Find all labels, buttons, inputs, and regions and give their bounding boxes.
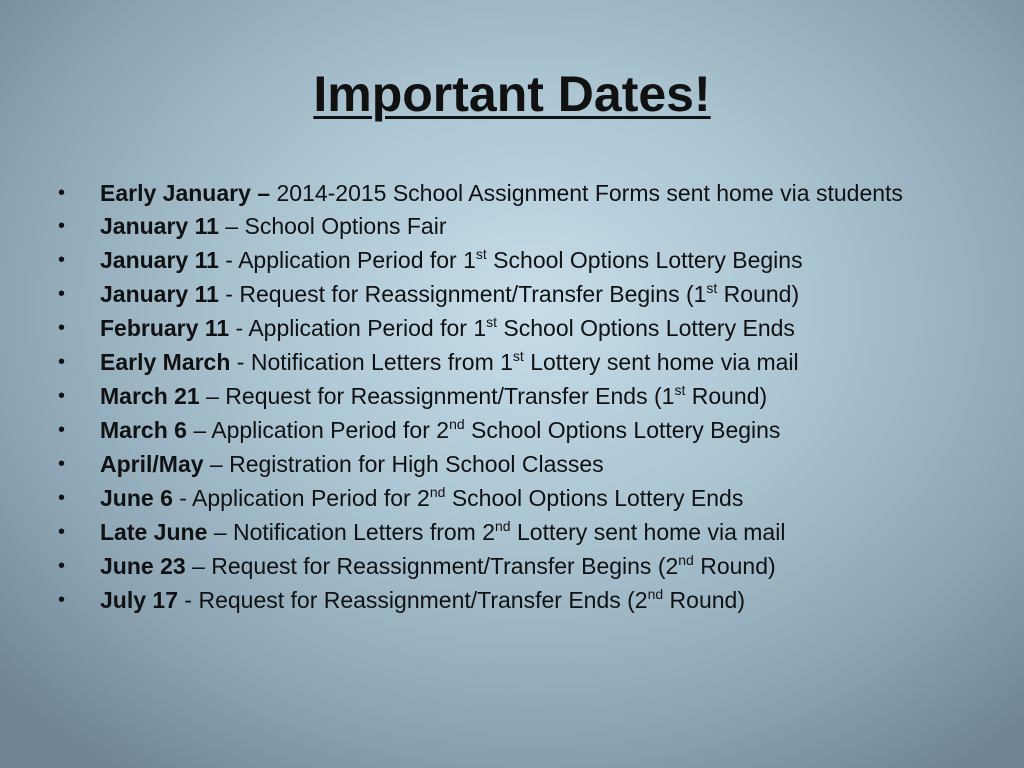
item-text: 2014-2015 School Assignment Forms sent home via students	[276, 180, 903, 206]
item-text-end: Lottery sent home via mail	[510, 519, 786, 545]
item-text-end: Round)	[717, 281, 800, 307]
list-item	[58, 213, 958, 240]
page-title: Important Dates!	[313, 66, 711, 122]
item-text: Request for Reassignment/Transfer Ends (1	[225, 383, 675, 409]
bullet-icon: •	[58, 589, 66, 611]
item-separator: -	[218, 281, 240, 307]
item-separator: –	[186, 417, 212, 443]
item-separator: –	[199, 383, 226, 409]
item-separator: -	[178, 587, 199, 613]
item-ordinal: nd	[449, 416, 465, 432]
list-item	[58, 417, 958, 444]
item-text-end: School Options Lottery Begins	[464, 417, 781, 443]
item-date: January 11	[100, 213, 219, 239]
bullet-icon: •	[58, 249, 66, 271]
item-ordinal: st	[706, 280, 718, 296]
item-date: June 6	[100, 485, 173, 511]
item-date: Early January	[100, 180, 251, 206]
item-date: July 17	[100, 587, 178, 613]
list-item	[58, 247, 958, 274]
item-date: April/May	[100, 451, 204, 477]
list-item	[58, 383, 958, 410]
list-item	[58, 451, 958, 478]
item-ordinal: st	[674, 382, 686, 398]
list-item	[58, 553, 958, 580]
bullet-icon: •	[58, 182, 66, 204]
item-date: January 11	[100, 281, 219, 307]
bullet-icon: •	[58, 555, 66, 577]
item-text: Notification Letters from 2	[232, 519, 496, 545]
item-separator: –	[185, 553, 212, 579]
item-separator: -	[229, 315, 249, 341]
item-separator: –	[207, 519, 233, 545]
item-text-end: School Options Lottery Ends	[497, 315, 795, 341]
item-text: Notification Letters from 1	[250, 349, 513, 375]
list-item	[58, 281, 958, 308]
item-text: Application Period for 2	[192, 485, 430, 511]
item-text-end: Round)	[663, 587, 745, 613]
item-text-end: School Options Lottery Ends	[445, 485, 744, 511]
item-separator: -	[218, 247, 239, 273]
item-ordinal: nd	[429, 484, 446, 500]
item-separator: -	[172, 485, 193, 511]
item-text-end: Lottery sent home via mail	[523, 349, 799, 375]
item-text: Request for Reassignment/Transfer Begins (2	[211, 553, 679, 579]
bullet-icon: •	[58, 215, 66, 237]
item-ordinal: st	[475, 246, 487, 262]
item-text: Request for Reassignment/Transfer Ends (2	[198, 587, 648, 613]
item-date: March 21	[100, 383, 200, 409]
item-separator: –	[250, 180, 277, 206]
bullet-icon: •	[58, 283, 66, 305]
dates-list	[58, 180, 958, 621]
list-item	[58, 180, 958, 206]
list-item	[58, 349, 958, 376]
item-date: Early March	[100, 349, 231, 375]
item-text: Registration for High School Classes	[229, 451, 604, 477]
bullet-icon: •	[58, 487, 66, 509]
bullet-icon: •	[58, 317, 66, 339]
item-text: Application Period for 1	[248, 315, 487, 341]
bullet-icon: •	[58, 521, 66, 543]
item-date: January 11	[100, 247, 219, 273]
item-date: Late June	[100, 519, 208, 545]
list-item	[58, 519, 958, 546]
item-text: School Options Fair	[244, 213, 447, 239]
item-date: February 11	[100, 315, 230, 341]
item-separator: –	[203, 451, 230, 477]
item-text: Application Period for 1	[238, 247, 476, 273]
bullet-icon: •	[58, 453, 66, 475]
item-text-end: Round)	[693, 553, 776, 579]
list-item	[58, 485, 958, 512]
list-item	[58, 315, 958, 342]
item-text: Request for Reassignment/Transfer Begins (1	[239, 281, 707, 307]
item-text-end: School Options Lottery Begins	[486, 247, 803, 273]
bullet-icon: •	[58, 419, 66, 441]
item-text: Application Period for 2	[211, 417, 450, 443]
item-date: June 23	[100, 553, 186, 579]
item-date: March 6	[100, 417, 187, 443]
item-ordinal: nd	[495, 518, 511, 534]
item-ordinal: st	[486, 314, 498, 330]
item-text-end: Round)	[685, 383, 768, 409]
item-ordinal: nd	[678, 552, 694, 568]
item-ordinal: nd	[647, 586, 664, 602]
item-separator: -	[230, 349, 251, 375]
bullet-icon: •	[58, 385, 66, 407]
bullet-icon: •	[58, 351, 66, 373]
list-item	[58, 587, 958, 614]
item-ordinal: st	[512, 348, 524, 364]
item-separator: –	[218, 213, 245, 239]
